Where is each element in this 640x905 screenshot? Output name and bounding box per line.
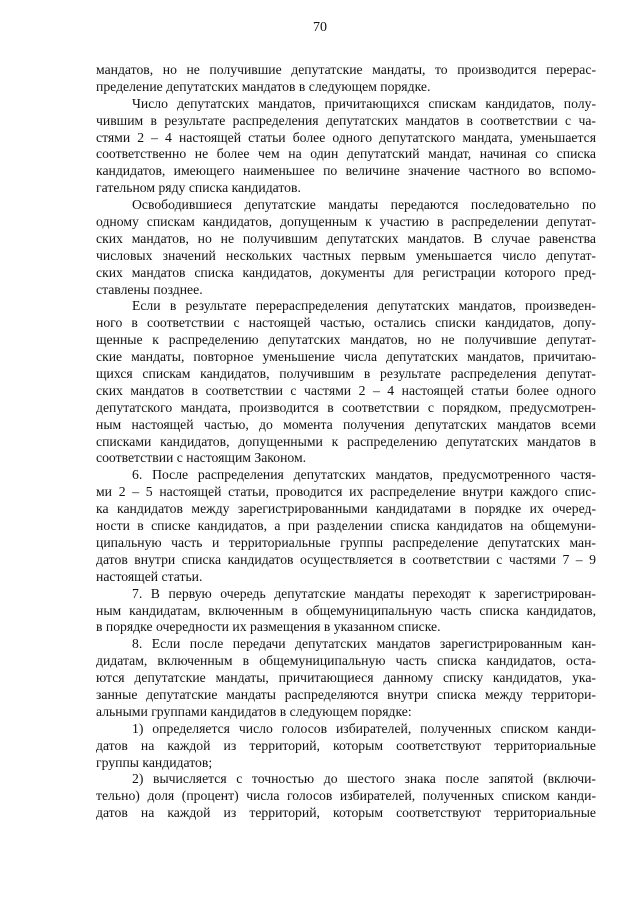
text-line: щенные к распределению депутатских мандатов, но не получившие депутат- (96, 332, 596, 348)
text-line: ских мандатов списка кандидатов, документы для регистрации которого пред- (96, 264, 596, 280)
text-line: числовых значений нескольких частных первым уменьшается число депутат- (96, 247, 596, 263)
text-line: мандатов, но не получившие депутатские мандаты, то производится перерас- (96, 62, 596, 77)
text-line: соответствии с настоящим Законом. (96, 450, 307, 466)
body-text (96, 62, 596, 822)
text-line: датов внутри списка кандидатов осуществляется в соответствии с частями 7 – 9 (96, 551, 596, 567)
text-line: чившим в результате распределения депутатских мандатов в соответствии с ча- (96, 112, 596, 128)
text-line: 6. После распределения депутатских мандатов, предусмотренного частя- (132, 467, 596, 483)
text-line: группы кандидатов; (96, 754, 213, 770)
text-line: ские мандаты, повторное уменьшение числа депутатских мандатов, причитаю- (96, 349, 596, 365)
text-line: ставлены позднее. (96, 281, 203, 297)
text-line: ми 2 – 5 настоящей статьи, проводится их распределение внутри каждого спис- (96, 484, 596, 500)
text-line: пределение депутатских мандатов в следующем порядке. (96, 78, 431, 94)
text-line: 1) определяется число голосов избирателей, полученных списком канди- (132, 720, 596, 736)
text-line: датов на каждой из территорий, которым соответствуют территориальные (96, 737, 596, 753)
text-line: ются депутатские мандаты, причитающиеся данному списку кандидатов, ука- (96, 670, 596, 686)
text-line: тельно) доля (процент) числа голосов избирателей, полученных списком канди- (96, 788, 596, 804)
text-line: стями 2 – 4 настоящей статьи более одного депутатского мандата, уменьшается (96, 129, 596, 145)
text-line: альными группами кандидатов в следующем порядке: (96, 703, 412, 719)
text-line: настоящей статьи. (96, 568, 203, 584)
text-line: ности в списке кандидатов, а при разделении списка кандидатов на общемуни- (96, 518, 596, 534)
text-line: в порядке очередности их размещения в указанном списке. (96, 619, 441, 635)
text-line: Освободившиеся депутатские мандаты передаются последовательно по (132, 197, 596, 213)
text-line: 8. Если после передачи депутатских мандатов зарегистрированным кан- (132, 636, 596, 652)
text-line: Если в результате перераспределения депутатских мандатов, произведен- (132, 298, 596, 314)
text-line: 2) вычисляется с точностью до шестого знака после запятой (включи- (132, 771, 596, 787)
text-line: ным кандидатам, включенным в общемуниципальную часть списка кандидатов, (96, 602, 596, 618)
text-line: ских мандатов в соответствии с частями 2 – 4 настоящей статьи более одного (96, 382, 596, 398)
text-line: одному спискам кандидатов, допущенным к участию в распределении депутат- (96, 214, 596, 230)
text-line: 7. В первую очередь депутатские мандаты переходят к зарегистрирован- (132, 585, 596, 601)
text-line: ских мандатов, но не получившим депутатских мандатов. В случае равенства (96, 230, 596, 246)
text-line: кандидатов, имеющего наименьшее по величине значение частного во вспомо- (96, 163, 596, 179)
text-line: гательном ряду списка кандидатов. (96, 180, 301, 196)
text-line: дидатам, включенным в общемуниципальную часть списка кандидатов, оста- (96, 653, 596, 669)
text-line: ка кандидатов между зарегистрированными кандидатами в порядке их очеред- (96, 501, 596, 517)
text-line: ципальную часть и территориальные группы распределение депутатских ман- (96, 534, 596, 550)
text-line: ным настоящей частью, до момента получения депутатских мандатов всеми (96, 416, 596, 432)
text-line: ного в соответствии с настоящей частью, остались списки кандидатов, допу- (96, 315, 596, 331)
text-line: списками кандидатов, допущенными к распределению депутатских мандатов в (96, 433, 596, 449)
page-number: 70 (313, 20, 327, 35)
text-line: Число депутатских мандатов, причитающихся спискам кандидатов, полу- (132, 95, 596, 111)
text-line: щихся спискам кандидатов, получившим в результате распределения депутат- (96, 366, 596, 382)
text-line: депутатского мандата, производится в соответствии с порядком, предусмотрен- (96, 399, 596, 415)
text-line: соответственно не более чем на один депутатский мандат, начиная со списка (96, 146, 596, 162)
text-line: датов на каждой из территорий, которым соответствуют территориальные (96, 805, 596, 821)
text-line: занные депутатские мандаты распределяются внутри списка между территори- (96, 686, 596, 702)
